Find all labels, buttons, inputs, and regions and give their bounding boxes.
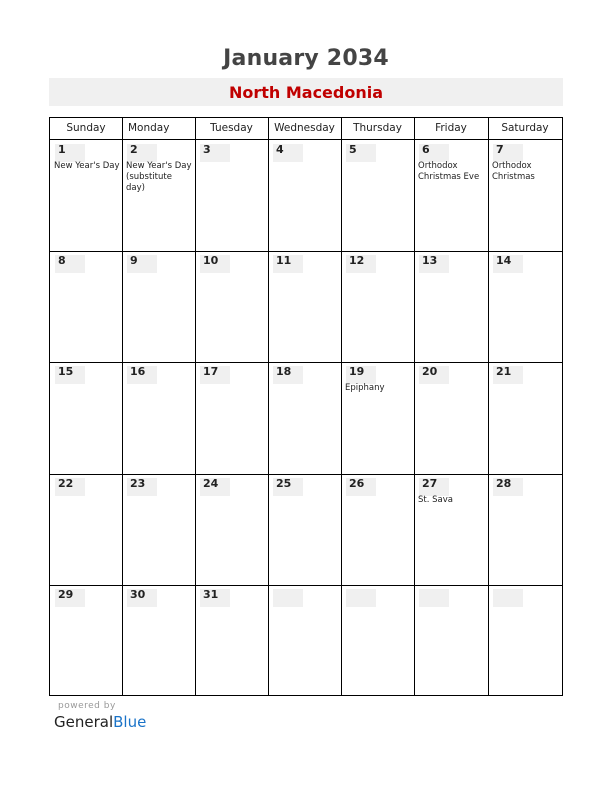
country-name: North Macedonia — [228, 83, 384, 102]
day-cell — [414, 585, 488, 696]
grid-column-divider — [122, 118, 123, 695]
day-cell — [414, 362, 488, 473]
grid-row-divider — [50, 474, 562, 475]
weekday-tuesday: Tuesday — [210, 122, 253, 134]
brand-general-text: General — [54, 713, 114, 731]
day-cell — [268, 140, 341, 251]
day-number: 3 — [203, 143, 211, 156]
powered-by-text: powered by — [58, 701, 116, 711]
day-cell — [195, 585, 268, 696]
day-number: 5 — [349, 143, 357, 156]
weekday-friday: Friday — [435, 122, 467, 134]
day-number: 17 — [203, 365, 219, 379]
day-number: 9 — [130, 254, 138, 268]
day-number: 15 — [58, 365, 74, 379]
grid-row-divider — [50, 362, 562, 363]
grid-column-divider — [195, 118, 196, 695]
day-number-box — [419, 589, 449, 607]
weekday-sunday: Sunday — [66, 122, 106, 134]
day-cell — [341, 251, 414, 362]
day-cell — [122, 362, 195, 473]
day-cell — [50, 362, 122, 473]
day-cell — [195, 362, 268, 473]
day-number: 2 — [130, 143, 138, 156]
brand-logo[interactable] — [54, 713, 146, 731]
day-cell — [341, 585, 414, 696]
day-number: 19 — [349, 365, 365, 379]
day-cell — [488, 585, 562, 696]
day-cell — [50, 140, 122, 251]
grid-column-divider — [414, 118, 415, 695]
holiday-label: St. Sava — [418, 494, 453, 505]
day-cell — [268, 585, 341, 696]
day-cell — [488, 251, 562, 362]
day-number: 8 — [58, 254, 66, 268]
weekday-monday: Monday — [128, 122, 170, 134]
weekday-saturday: Saturday — [501, 122, 549, 134]
day-number-box — [493, 589, 523, 607]
day-number: 20 — [422, 365, 438, 379]
grid-row-divider — [50, 585, 562, 586]
day-cell — [341, 362, 414, 473]
holiday-label: Epiphany — [345, 383, 385, 394]
day-number-box — [346, 589, 376, 607]
day-number: 24 — [203, 476, 219, 490]
day-number: 16 — [130, 365, 146, 379]
weekday-header-row — [50, 118, 562, 140]
country-banner — [49, 78, 563, 106]
day-cell — [268, 474, 341, 585]
day-number: 23 — [130, 476, 146, 490]
day-cell — [268, 251, 341, 362]
day-cell — [268, 362, 341, 473]
day-cell — [195, 140, 268, 251]
day-number: 27 — [422, 476, 438, 490]
day-number: 29 — [58, 587, 74, 601]
day-number: 13 — [422, 254, 438, 268]
day-cell — [195, 474, 268, 585]
calendar-grid — [49, 117, 563, 696]
holiday-label: New Year's Day — [54, 161, 120, 171]
day-cell — [488, 362, 562, 473]
day-number: 12 — [349, 254, 365, 268]
day-number: 4 — [276, 143, 284, 156]
day-cell — [122, 251, 195, 362]
day-cell — [50, 585, 122, 696]
day-cell — [488, 474, 562, 585]
day-number: 18 — [276, 365, 292, 379]
day-cell — [195, 251, 268, 362]
day-cell — [341, 140, 414, 251]
day-cell — [50, 251, 122, 362]
weekday-wednesday: Wednesday — [274, 122, 335, 134]
day-number: 30 — [130, 587, 146, 601]
day-cell — [414, 474, 488, 585]
day-number: 28 — [496, 476, 512, 490]
holiday-label: Orthodox Christmas Eve — [418, 161, 480, 182]
day-cell — [414, 251, 488, 362]
day-number: 7 — [496, 143, 504, 156]
calendar-title: January 2034 — [223, 46, 389, 71]
weekday-thursday: Thursday — [353, 122, 402, 134]
day-number: 10 — [203, 254, 219, 268]
day-number: 22 — [58, 476, 74, 490]
day-number: 31 — [203, 587, 219, 601]
day-cell — [414, 140, 488, 251]
brand-blue-text: Blue — [113, 713, 147, 731]
holiday-label: New Year's Day (substitute day) — [126, 161, 192, 193]
day-number: 6 — [422, 143, 430, 156]
day-cell — [488, 140, 562, 251]
day-number: 11 — [276, 254, 292, 268]
day-cell — [122, 474, 195, 585]
day-cell — [122, 585, 195, 696]
day-number: 14 — [496, 254, 512, 268]
day-cell — [341, 474, 414, 585]
day-number: 1 — [58, 143, 66, 156]
grid-column-divider — [488, 118, 489, 695]
day-cell — [122, 140, 195, 251]
day-number: 21 — [496, 365, 512, 379]
grid-column-divider — [341, 118, 342, 695]
grid-column-divider — [268, 118, 269, 695]
day-number-box — [273, 589, 303, 607]
grid-row-divider — [50, 251, 562, 252]
day-number: 25 — [276, 476, 292, 490]
holiday-label: Orthodox Christmas — [492, 161, 535, 182]
day-cell — [50, 474, 122, 585]
day-number: 26 — [349, 476, 365, 490]
